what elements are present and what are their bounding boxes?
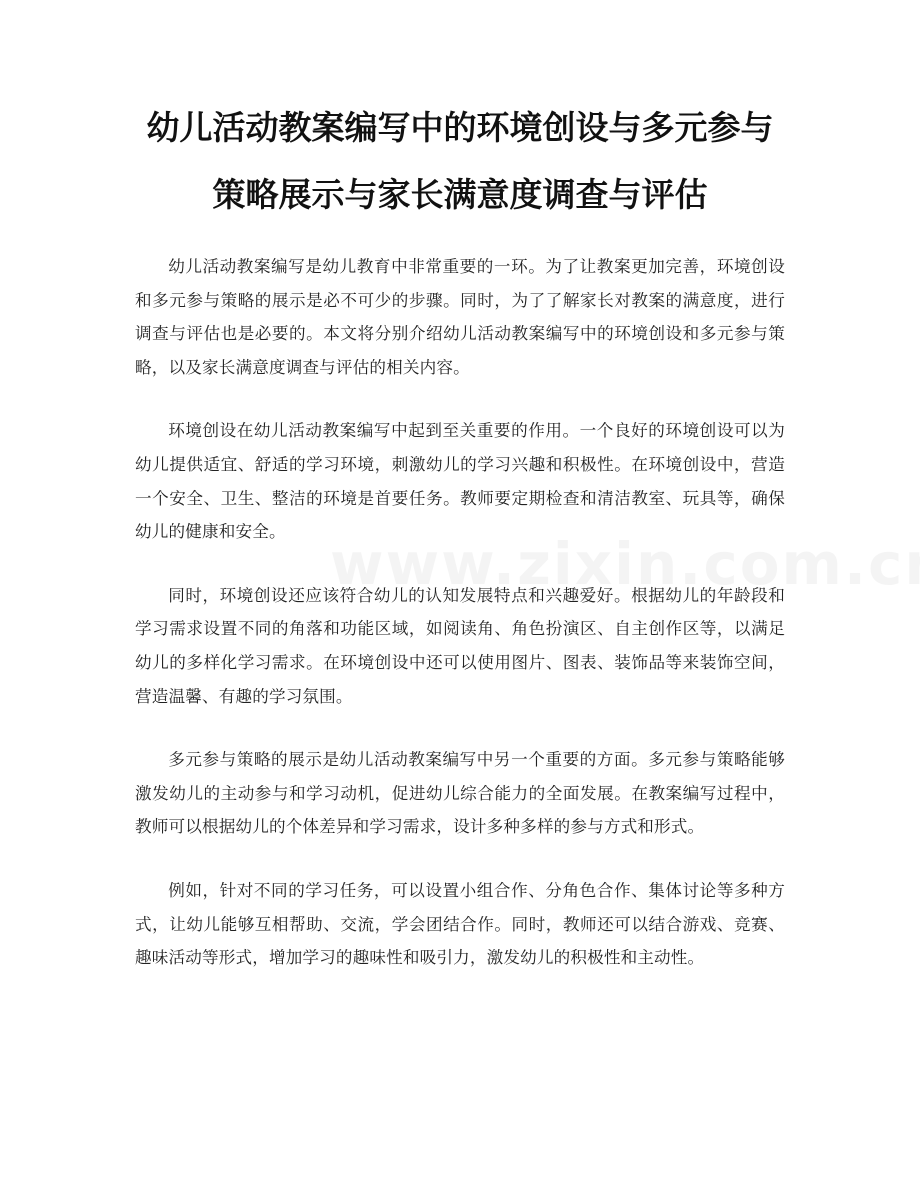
paragraph-examples: 例如，针对不同的学习任务，可以设置小组合作、分角色合作、集体讨论等多种方式，让幼儿能够互相帮助、交流，学会团结合作。同时，教师还可以结合游戏、竞赛、趣味活动等形式，增加学习的趣味性和吸引力，激发幼儿的积极性和主动性。 — [135, 880, 785, 968]
page-title-line-2: 策略展示与家长满意度调查与评估 — [212, 175, 708, 214]
page-title-line-1: 幼儿活动教案编写中的环境创设与多元参与 — [146, 108, 774, 147]
paragraph-environment: 环境创设在幼儿活动教案编写中起到至关重要的作用。一个良好的环境创设可以为幼儿提供适宜、舒适的学习环境，刺激幼儿的学习兴趣和积极性。在环境创设中，营造一个安全、卫生、整洁的环境是首要任务。教师要定期检查和清洁教室、玩具等，确保幼儿的健康和安全。 — [135, 421, 785, 542]
document-body — [135, 250, 785, 1005]
paragraph-environment-features: 同时，环境创设还应该符合幼儿的认知发展特点和兴趣爱好。根据幼儿的年龄段和学习需求设置不同的角落和功能区域，如阅读角、角色扮演区、自主创作区等，以满足幼儿的多样化学习需求。在环境创设中还可以使用图片、图表、装饰品等来装饰空间，营造温馨、有趣的学习氛围。 — [135, 585, 785, 706]
paragraph-intro: 幼儿活动教案编写是幼儿教育中非常重要的一环。为了让教案更加完善，环境创设和多元参与策略的展示是必不可少的步骤。同时，为了了解家长对教案的满意度，进行调查与评估也是必要的。本文将分别介绍幼儿活动教案编写中的环境创设和多元参与策略，以及家长满意度调查与评估的相关内容。 — [135, 257, 785, 377]
paragraph-participation: 多元参与策略的展示是幼儿活动教案编写中另一个重要的方面。多元参与策略能够激发幼儿的主动参与和学习动机，促进幼儿综合能力的全面发展。在教案编写过程中，教师可以根据幼儿的个体差异和学习需求，设计多种多样的参与方式和形式。 — [135, 750, 785, 837]
